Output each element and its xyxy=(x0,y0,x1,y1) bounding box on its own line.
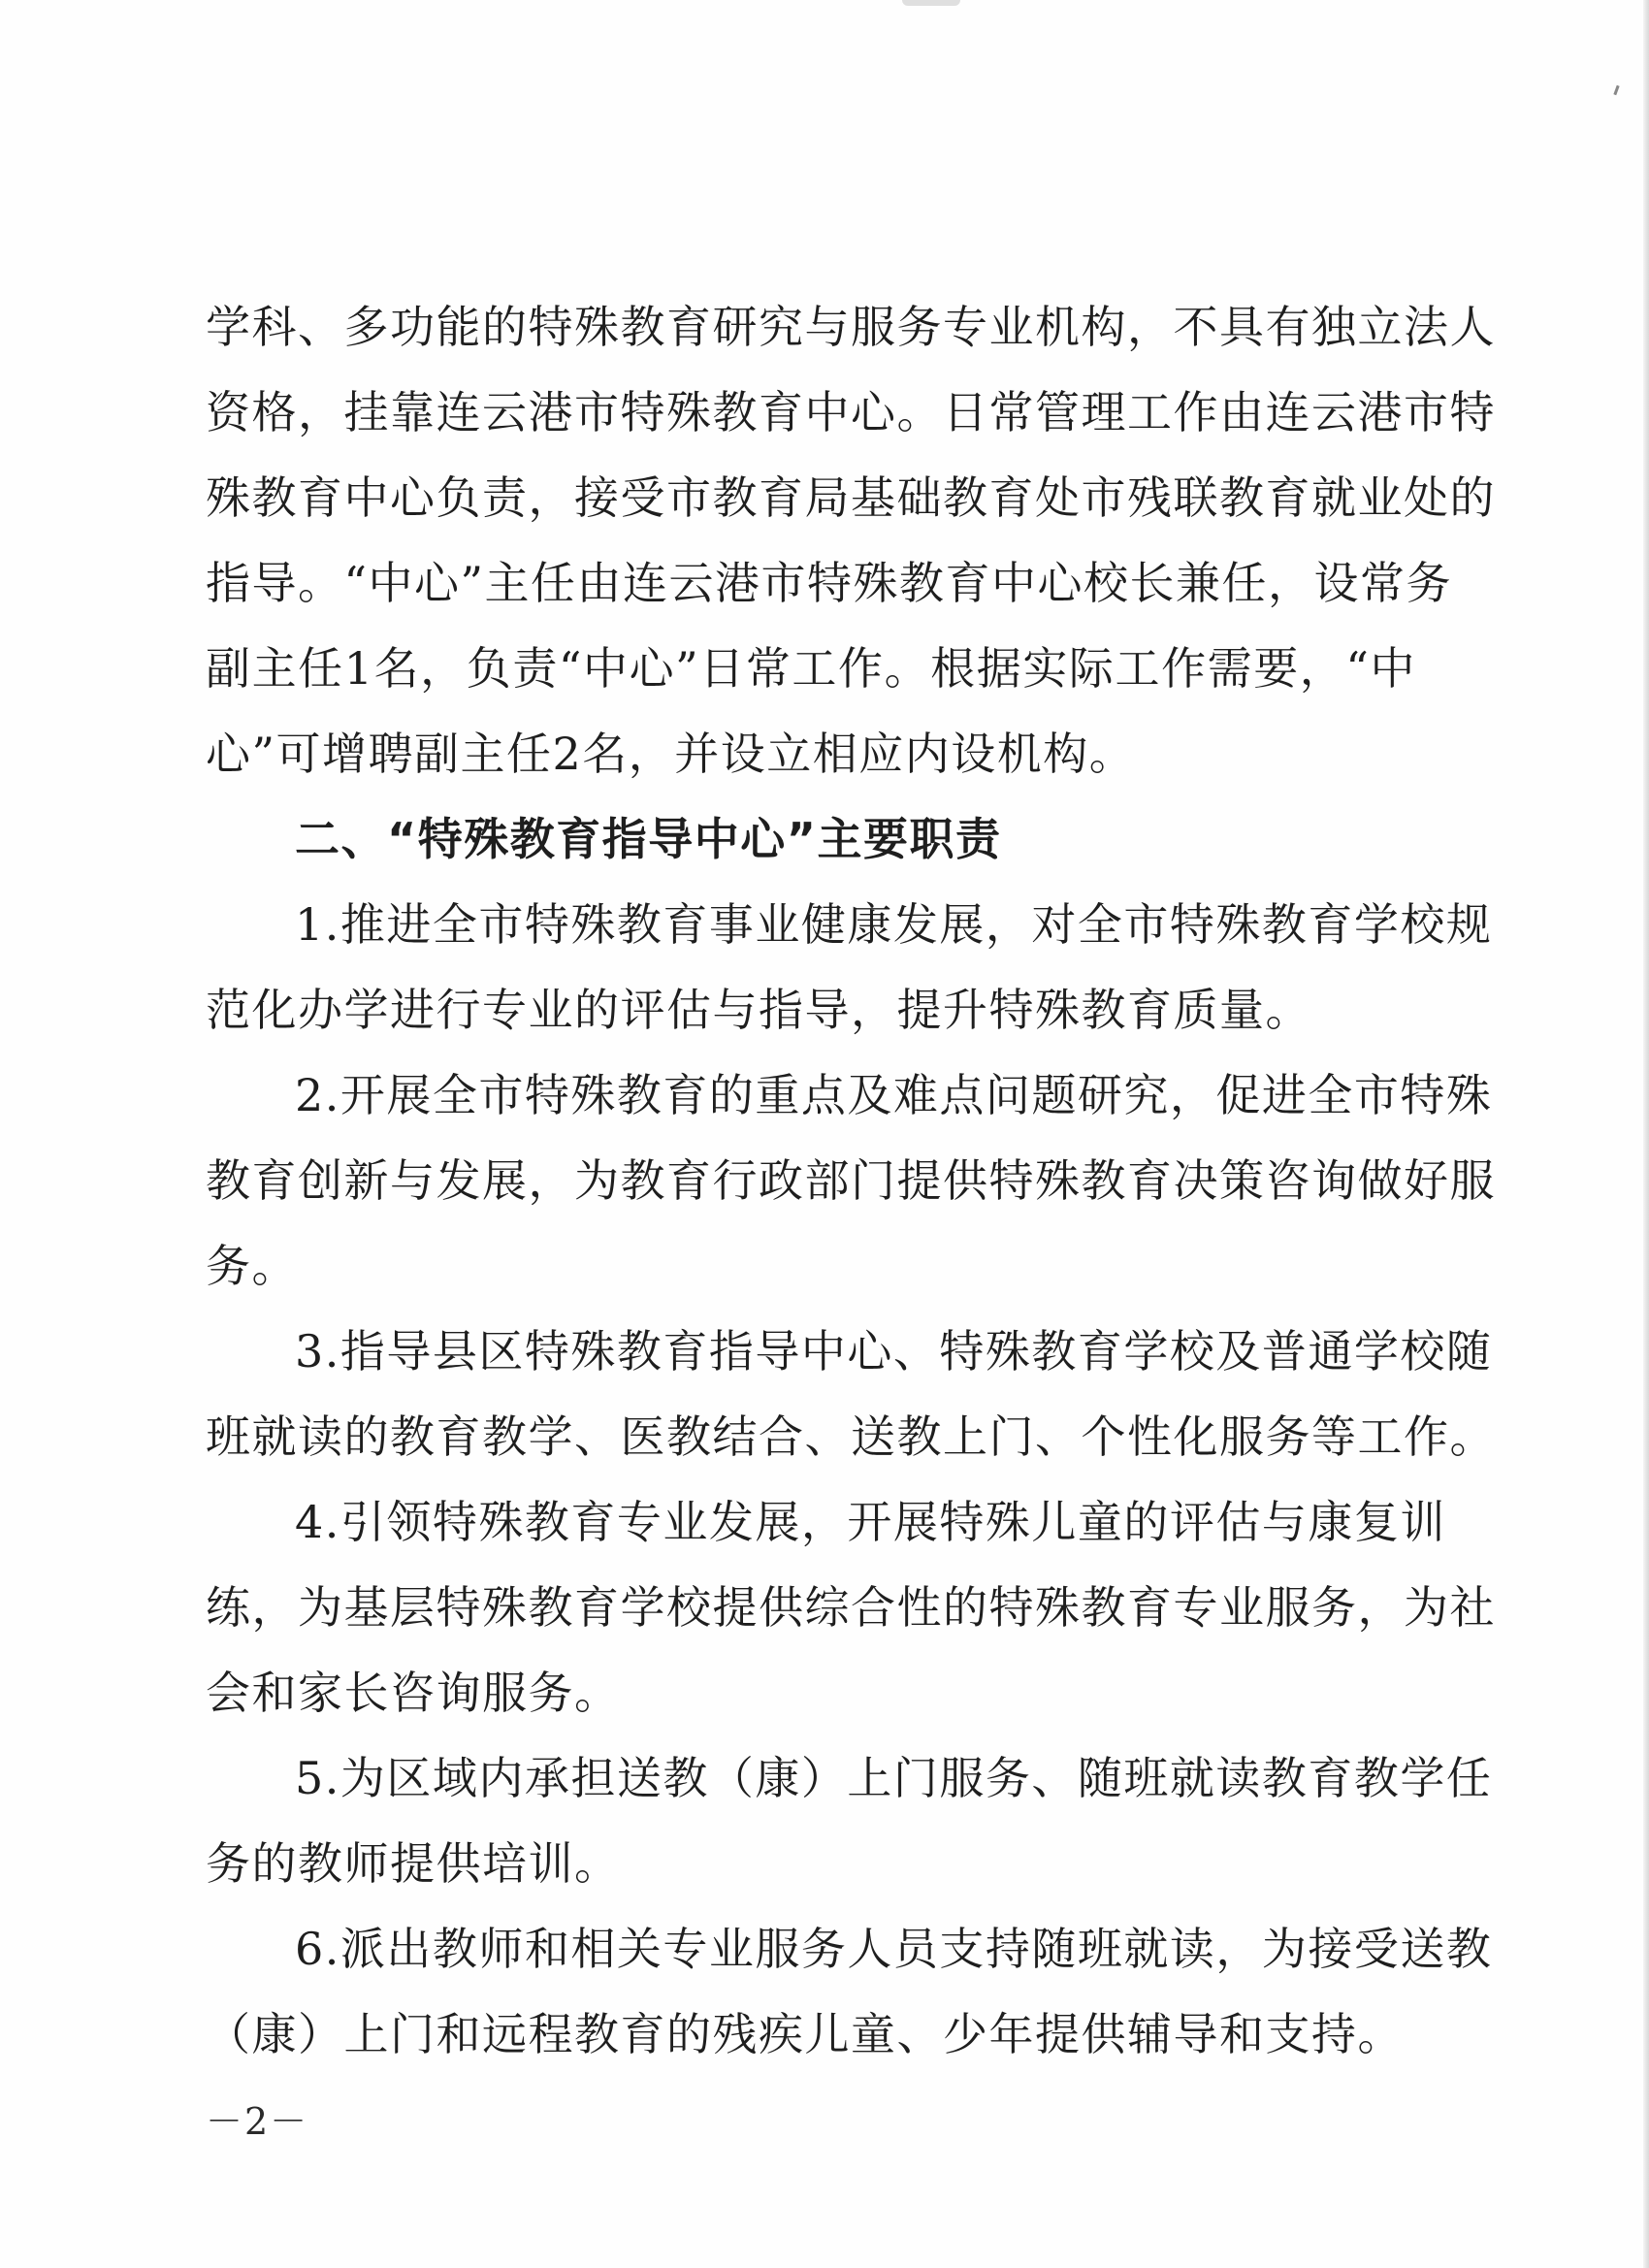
body-line: 班就读的教育教学、医教结合、送教上门、个性化服务等工作。 xyxy=(206,1410,1496,1463)
body-line: 指导。“中心”主任由连云港市特殊教育中心校长兼任，设常务 xyxy=(206,557,1453,609)
body-line: 练，为基层特殊教育学校提供综合性的特殊教育专业服务，为社 xyxy=(206,1581,1496,1634)
scan-mark xyxy=(1613,85,1619,95)
body-line: 2.开展全市特殊教育的重点及难点问题研究，促进全市特殊 xyxy=(295,1069,1493,1121)
body-line: 副主任1名，负责“中心”日常工作。根据实际工作需要，“中 xyxy=(206,642,1416,695)
page-number: －2－ xyxy=(206,2100,309,2143)
body-line: 学科、多功能的特殊教育研究与服务专业机构，不具有独立法人 xyxy=(206,301,1496,353)
body-line: 5.为区域内承担送教（康）上门服务、随班就读教育教学任 xyxy=(295,1752,1493,1804)
body-line: 4.引领特殊教育专业发展，开展特殊儿童的评估与康复训 xyxy=(295,1496,1446,1548)
body-line: 殊教育中心负责，接受市教育局基础教育处市残联教育就业处的 xyxy=(206,471,1496,524)
body-line: 资格，挂靠连云港市特殊教育中心。日常管理工作由连云港市特 xyxy=(206,386,1496,438)
body-line: 务的教师提供培训。 xyxy=(206,1837,621,1890)
body-line: 1.推进全市特殊教育事业健康发展，对全市特殊教育学校规 xyxy=(295,898,1493,951)
body-line: （康）上门和远程教育的残疾儿童、少年提供辅导和支持。 xyxy=(206,2008,1404,2060)
body-line: 3.指导县区特殊教育指导中心、特殊教育学校及普通学校随 xyxy=(295,1325,1493,1377)
body-line: 教育创新与发展，为教育行政部门提供特殊教育决策咨询做好服 xyxy=(206,1154,1496,1207)
body-line: 心”可增聘副主任2名，并设立相应内设机构。 xyxy=(206,728,1136,780)
document-body xyxy=(206,284,1496,2077)
body-line: 范化办学进行专业的评估与指导，提升特殊教育质量。 xyxy=(206,984,1311,1036)
section-heading: 二、“特殊教育指导中心”主要职责 xyxy=(295,813,1002,865)
scan-edge xyxy=(1643,0,1649,2268)
body-line: 6.派出教师和相关专业服务人员支持随班就读，为接受送教 xyxy=(295,1923,1493,1975)
body-line: 务。 xyxy=(206,1240,298,1292)
body-line: 会和家长咨询服务。 xyxy=(206,1667,621,1719)
scan-smudge xyxy=(902,0,960,6)
